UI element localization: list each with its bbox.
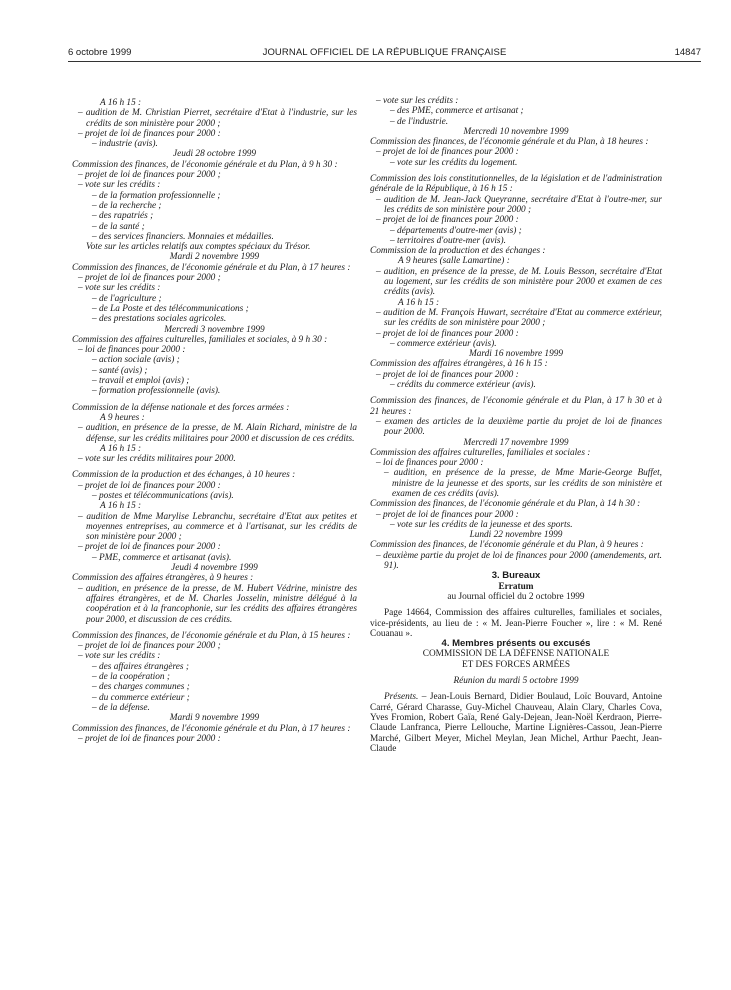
- erratum-text: Page 14664, Commission des affaires culturelles, familiales et sociales, vice-présidents, au lieu de : « M. Jean-Pierre Foucher », lire : « M. René Couanau ».: [370, 608, 662, 639]
- agenda-subitem: – de La Poste et des télécommunications ;: [92, 303, 249, 314]
- agenda-subitem: – départements d'outre-mer (avis) ;: [390, 225, 522, 236]
- agenda-subitem: – de la coopération ;: [92, 672, 170, 683]
- agenda-subitem: – de la recherche ;: [92, 200, 162, 211]
- present-members: [370, 692, 662, 754]
- commission-heading: Commission des finances, de l'économie générale et du Plan, à 9 h 30 :: [72, 159, 338, 170]
- agenda-item: – projet de loi de finances pour 2000 ;: [78, 273, 221, 284]
- agenda-subitem: – postes et télécommunications (avis).: [92, 490, 234, 501]
- commission-heading: Commission des finances, de l'économie générale et du Plan, à 15 heures :: [72, 630, 351, 641]
- agenda-item: – projet de loi de finances pour 2000 :: [376, 328, 519, 339]
- agenda-subitem: – audition, en présence de la presse, de Mme Marie-George Buffet, ministre de la jeunesse et des sports, sur les crédits de son ministère et examen de ces crédits (avis).: [384, 468, 662, 499]
- agenda-item: – audition, en présence de la presse, de M. Hubert Védrine, ministre des affaires étrangères, et de M. Charles Josselin, ministre délégué à la coopération et à la francophonie, sur les crédits des affaires étrangères pour 2000, et discussion de ces crédits.: [78, 583, 357, 625]
- agenda-item: – vote sur les crédits :: [376, 96, 459, 106]
- commission-heading: Commission des finances, de l'économie générale et du Plan, à 17 h 30 et à 21 heures :: [370, 396, 662, 417]
- header-date: 6 octobre 1999: [68, 47, 132, 58]
- agenda-item: – audition, en présence de la presse, de M. Louis Besson, secrétaire d'Etat au logement, sur les crédits de son ministère pour 2000 et examen de ces crédits (avis).: [376, 266, 662, 298]
- commission-title-line2: ET DES FORCES ARMÉES: [461, 659, 571, 670]
- agenda-subitem: – de la santé ;: [92, 221, 145, 232]
- agenda-item: – projet de loi de finances pour 2000 :: [78, 542, 221, 553]
- agenda-item: – projet de loi de finances pour 2000 :: [376, 509, 519, 520]
- agenda-item: – audition de M. François Huwart, secrétaire d'Etat au commerce extérieur, sur les crédits de son ministère pour 2000 ;: [376, 307, 662, 329]
- section-heading-bureaux: 3. Bureaux: [491, 570, 541, 582]
- agenda-item: – projet de loi de finances pour 2000 :: [78, 733, 221, 744]
- present-list: – Jean-Louis Bernard, Didier Boulaud, Loïc Bouvard, Antoine Carré, Gérard Charasse, Guy-Michel Chauveau, Alain Clary, Charles Cova, Yves Fromion, Robert Gaïa, René Galy-Dejean, Jean-Noël Kerdraon, Pierre-Claude Lanfranca, Pierre Lellouche, Martine Lignières-Cassou, Jean-Pierre Marché, Gilbert Meyer, Michel Meylan, Jean Michel, Arthur Paecht, Jean-Claude: [370, 692, 662, 754]
- header-page-number: 14847: [674, 47, 701, 58]
- agenda-subitem: – crédits du commerce extérieur (avis).: [390, 380, 536, 391]
- header-rule: [68, 61, 701, 62]
- agenda-subitem: – de la défense.: [92, 702, 150, 713]
- agenda-item: – examen des articles de la deuxième partie du projet de loi de finances pour 2000.: [376, 416, 662, 438]
- agenda-subitem: – du commerce extérieur ;: [92, 692, 190, 703]
- commission-heading: Commission des affaires étrangères, à 16 h 15 :: [370, 359, 548, 370]
- meeting-date: Réunion du mardi 5 octobre 1999: [453, 676, 579, 687]
- agenda-subitem: – des services financiers. Monnaies et médailles.: [92, 231, 274, 242]
- commission-heading: Commission des affaires culturelles, familiales et sociales, à 9 h 30 :: [72, 334, 328, 345]
- agenda-item: – loi de finances pour 2000 :: [78, 345, 186, 356]
- commission-heading: Commission des finances, de l'économie générale et du Plan, à 17 heures :: [72, 262, 351, 273]
- commission-heading: Commission des finances, de l'économie générale et du Plan, à 9 heures :: [370, 540, 644, 551]
- agenda-item: – loi de finances pour 2000 :: [376, 458, 484, 469]
- agenda-time: A 16 h 15 :: [100, 98, 142, 108]
- agenda-item: – audition, en présence de la presse, de M. Alain Richard, ministre de la défense, sur les crédits militaires pour 2000 et discussion de ces crédits.: [78, 423, 357, 444]
- commission-title-line1: COMMISSION DE LA DÉFENSE NATIONALE: [422, 649, 610, 660]
- agenda-item: – projet de loi de finances pour 2000 :: [376, 147, 519, 158]
- commission-heading: Commission des affaires étrangères, à 9 heures :: [72, 573, 254, 584]
- agenda-time: A 16 h 15 :: [100, 443, 142, 454]
- session-date: Mercredi 10 novembre 1999: [463, 126, 569, 137]
- agenda-subitem: – des rapatriés ;: [92, 211, 154, 222]
- agenda-item: – projet de loi de finances pour 2000 :: [78, 128, 221, 139]
- agenda-item: – audition de M. Jean-Jack Queyranne, secrétaire d'Etat à l'outre-mer, sur les crédits de son ministère pour 2000 ;: [376, 194, 662, 215]
- agenda-subitem: – commerce extérieur (avis).: [390, 338, 497, 349]
- commission-heading: Commission des finances, de l'économie générale et du Plan, à 18 heures :: [370, 137, 649, 148]
- agenda-item: – vote sur les crédits :: [78, 180, 161, 191]
- agenda-item: – projet de loi de finances pour 2000 :: [376, 215, 519, 226]
- commission-heading: Commission des finances, de l'économie générale et du Plan, à 14 h 30 :: [370, 499, 641, 510]
- agenda-item: – vote sur les crédits :: [78, 283, 161, 294]
- agenda-subitem: – territoires d'outre-mer (avis).: [390, 235, 506, 246]
- erratum-subheading: au Journal officiel du 2 octobre 1999: [447, 591, 585, 602]
- session-date: Jeudi 4 novembre 1999: [171, 563, 258, 574]
- commission-heading: Commission des lois constitutionnelles, de la législation et de l'administration générale de la République, à 16 h 15 :: [370, 174, 662, 195]
- session-date: Mercredi 17 novembre 1999: [463, 437, 569, 448]
- agenda-subitem: – PME, commerce et artisanat (avis).: [92, 552, 232, 563]
- agenda-time: A 9 heures :: [100, 412, 145, 423]
- agenda-item: – projet de loi de finances pour 2000 ;: [78, 641, 221, 652]
- agenda-time: A 16 h 15 :: [100, 501, 142, 512]
- left-column: [72, 98, 357, 744]
- agenda-time: A 9 heures (salle Lamartine) :: [398, 256, 510, 267]
- session-date: Jeudi 28 octobre 1999: [172, 149, 257, 160]
- session-date: Lundi 22 novembre 1999: [469, 530, 563, 541]
- present-label: Présents.: [384, 692, 419, 703]
- agenda-subitem: – de l'agriculture ;: [92, 293, 162, 304]
- agenda-item: – projet de loi de finances pour 2000 :: [78, 480, 221, 491]
- agenda-subitem: – des charges communes ;: [92, 682, 190, 693]
- agenda-subitem: – des PME, commerce et artisanat ;: [390, 106, 524, 117]
- agenda-item: – audition de Mme Marylise Lebranchu, secrétaire d'Etat aux petites et moyennes entreprises, au commerce et à l'artisanat, sur les crédits de son ministère pour 2000 ;: [78, 511, 357, 543]
- commission-heading: Commission des finances, de l'économie générale et du Plan, à 17 heures :: [72, 723, 351, 734]
- commission-heading: Commission des affaires culturelles, familiales et sociales :: [370, 447, 591, 458]
- agenda-item: – projet de loi de finances pour 2000 ;: [78, 170, 221, 181]
- session-date: Mardi 2 novembre 1999: [169, 252, 260, 263]
- agenda-subitem: – des affaires étrangères ;: [92, 661, 189, 672]
- agenda-item: – projet de loi de finances pour 2000 :: [376, 369, 519, 380]
- agenda-subitem: – de la formation professionnelle ;: [92, 190, 221, 201]
- session-date: Mardi 16 novembre 1999: [468, 349, 564, 360]
- agenda-item: – vote sur les crédits :: [78, 651, 161, 662]
- agenda-subitem: – vote sur les crédits de la jeunesse et des sports.: [390, 519, 573, 530]
- header-title: JOURNAL OFFICIEL DE LA RÉPUBLIQUE FRANÇAISE: [262, 47, 507, 58]
- erratum-heading: Erratum: [498, 581, 534, 592]
- session-date: Mercredi 3 novembre 1999: [164, 324, 265, 335]
- commission-heading: Commission de la défense nationale et des forces armées :: [72, 402, 290, 413]
- session-date: Mardi 9 novembre 1999: [169, 713, 260, 724]
- agenda-subitem: – action sociale (avis) ;: [92, 355, 180, 366]
- commission-heading: Commission de la production et des échanges, à 10 heures :: [72, 470, 296, 481]
- agenda-subitem: – formation professionnelle (avis).: [92, 386, 221, 397]
- agenda-item: – deuxième partie du projet de loi de finances pour 2000 (amendements, art. 91).: [376, 550, 662, 572]
- agenda-item: – audition de M. Christian Pierret, secrétaire d'Etat à l'industrie, sur les crédits de son ministère pour 2000 ;: [78, 108, 357, 129]
- agenda-time: A 16 h 15 :: [398, 297, 440, 308]
- section-heading-members: 4. Membres présents ou excusés: [441, 638, 591, 650]
- agenda-subitem: – industrie (avis).: [92, 139, 158, 150]
- right-column: [370, 96, 662, 754]
- agenda-subitem: – des prestations sociales agricoles.: [92, 314, 227, 325]
- agenda-item: – vote sur les crédits militaires pour 2000.: [78, 454, 236, 465]
- agenda-subitem: – de l'industrie.: [390, 116, 449, 127]
- agenda-note: Vote sur les articles relatifs aux comptes spéciaux du Trésor.: [86, 242, 311, 253]
- commission-heading: Commission de la production et des échanges :: [370, 246, 546, 257]
- agenda-subitem: – travail et emploi (avis) ;: [92, 376, 190, 387]
- agenda-subitem: – santé (avis) ;: [92, 365, 148, 376]
- agenda-subitem: – vote sur les crédits du logement.: [390, 157, 518, 168]
